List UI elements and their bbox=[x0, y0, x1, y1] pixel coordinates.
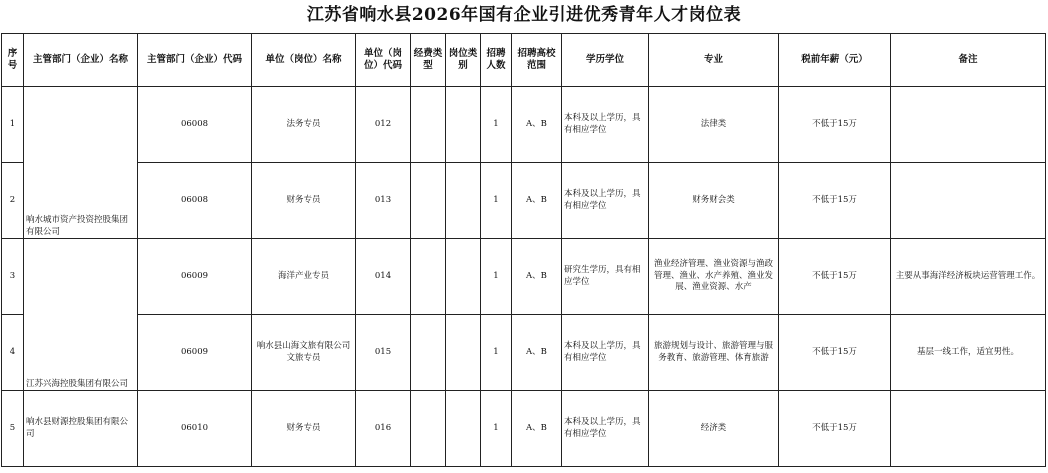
positions-table bbox=[1, 33, 1046, 467]
cell-unit-code: 016 bbox=[356, 391, 411, 467]
table-row bbox=[2, 87, 1046, 163]
cell-remark: 基层一线工作，适宜男性。 bbox=[891, 315, 1046, 391]
cell-post-type bbox=[446, 391, 481, 467]
cell-funding bbox=[411, 87, 446, 163]
cell-dept-code: 06008 bbox=[138, 87, 252, 163]
cell-education: 本科及以上学历，具有相应学位 bbox=[562, 87, 649, 163]
cell-seq: 4 bbox=[2, 315, 24, 391]
header-remark: 备注 bbox=[891, 34, 1046, 87]
cell-salary: 不低于15万 bbox=[779, 163, 891, 239]
cell-count: 1 bbox=[481, 315, 512, 391]
cell-dept-code: 06010 bbox=[138, 391, 252, 467]
cell-post-type bbox=[446, 87, 481, 163]
header-education: 学历学位 bbox=[562, 34, 649, 87]
cell-salary: 不低于15万 bbox=[779, 391, 891, 467]
cell-salary: 不低于15万 bbox=[779, 87, 891, 163]
cell-funding bbox=[411, 163, 446, 239]
cell-seq: 5 bbox=[2, 391, 24, 467]
header-seq: 序号 bbox=[2, 34, 24, 87]
cell-funding bbox=[411, 391, 446, 467]
cell-dept-name: 江苏兴海控股集团有限公司 bbox=[24, 239, 138, 391]
cell-major: 财务财会类 bbox=[649, 163, 779, 239]
cell-unit-name: 海洋产业专员 bbox=[252, 239, 356, 315]
cell-education: 本科及以上学历，具有相应学位 bbox=[562, 391, 649, 467]
cell-school: A、B bbox=[512, 163, 562, 239]
cell-count: 1 bbox=[481, 391, 512, 467]
cell-funding bbox=[411, 315, 446, 391]
cell-major: 法律类 bbox=[649, 87, 779, 163]
cell-count: 1 bbox=[481, 239, 512, 315]
cell-funding bbox=[411, 239, 446, 315]
header-unit-name: 单位（岗位）名称 bbox=[252, 34, 356, 87]
cell-salary: 不低于15万 bbox=[779, 239, 891, 315]
header-count: 招聘人数 bbox=[481, 34, 512, 87]
cell-count: 1 bbox=[481, 163, 512, 239]
cell-seq: 2 bbox=[2, 163, 24, 239]
cell-unit-code: 014 bbox=[356, 239, 411, 315]
table-row bbox=[2, 163, 1046, 239]
cell-dept-code: 06009 bbox=[138, 315, 252, 391]
header-unit-code: 单位（岗位）代码 bbox=[356, 34, 411, 87]
cell-post-type bbox=[446, 239, 481, 315]
cell-unit-name: 财务专员 bbox=[252, 163, 356, 239]
cell-dept-code: 06008 bbox=[138, 163, 252, 239]
cell-unit-code: 015 bbox=[356, 315, 411, 391]
header-dept-code: 主管部门（企业）代码 bbox=[138, 34, 252, 87]
header-post-type: 岗位类别 bbox=[446, 34, 481, 87]
cell-dept-name: 响水城市资产投资控股集团有限公司 bbox=[24, 87, 138, 239]
cell-unit-code: 012 bbox=[356, 87, 411, 163]
table-row bbox=[2, 315, 1046, 391]
cell-major: 经济类 bbox=[649, 391, 779, 467]
cell-school: A、B bbox=[512, 315, 562, 391]
cell-school: A、B bbox=[512, 391, 562, 467]
cell-education: 本科及以上学历，具有相应学位 bbox=[562, 315, 649, 391]
cell-unit-name: 法务专员 bbox=[252, 87, 356, 163]
cell-dept-name: 响水县财源控股集团有限公司 bbox=[24, 391, 138, 467]
header-salary: 税前年薪（元） bbox=[779, 34, 891, 87]
cell-unit-name: 财务专员 bbox=[252, 391, 356, 467]
cell-major: 旅游规划与设计、旅游管理与服务教育、旅游管理、体育旅游 bbox=[649, 315, 779, 391]
cell-unit-name: 响水县山海文旅有限公司文旅专员 bbox=[252, 315, 356, 391]
cell-post-type bbox=[446, 163, 481, 239]
cell-count: 1 bbox=[481, 87, 512, 163]
header-dept-name: 主管部门（企业）名称 bbox=[24, 34, 138, 87]
cell-salary: 不低于15万 bbox=[779, 315, 891, 391]
cell-post-type bbox=[446, 315, 481, 391]
header-major: 专业 bbox=[649, 34, 779, 87]
header-school: 招聘高校范围 bbox=[512, 34, 562, 87]
cell-remark bbox=[891, 391, 1046, 467]
cell-seq: 3 bbox=[2, 239, 24, 315]
cell-school: A、B bbox=[512, 87, 562, 163]
table-header-row bbox=[2, 34, 1046, 87]
cell-seq: 1 bbox=[2, 87, 24, 163]
table-row bbox=[2, 391, 1046, 467]
cell-school: A、B bbox=[512, 239, 562, 315]
cell-remark bbox=[891, 163, 1046, 239]
cell-remark: 主要从事海洋经济板块运营管理工作。 bbox=[891, 239, 1046, 315]
cell-education: 本科及以上学历，具有相应学位 bbox=[562, 163, 649, 239]
cell-remark bbox=[891, 87, 1046, 163]
cell-major: 渔业经济管理、渔业资源与渔政管理、渔业、水产养殖、渔业发展、渔业资源、水产 bbox=[649, 239, 779, 315]
cell-education: 研究生学历，具有相应学位 bbox=[562, 239, 649, 315]
header-funding: 经费类型 bbox=[411, 34, 446, 87]
cell-dept-code: 06009 bbox=[138, 239, 252, 315]
page-title: 江苏省响水县2026年国有企业引进优秀青年人才岗位表 bbox=[306, 5, 742, 25]
table-row bbox=[2, 239, 1046, 315]
cell-unit-code: 013 bbox=[356, 163, 411, 239]
